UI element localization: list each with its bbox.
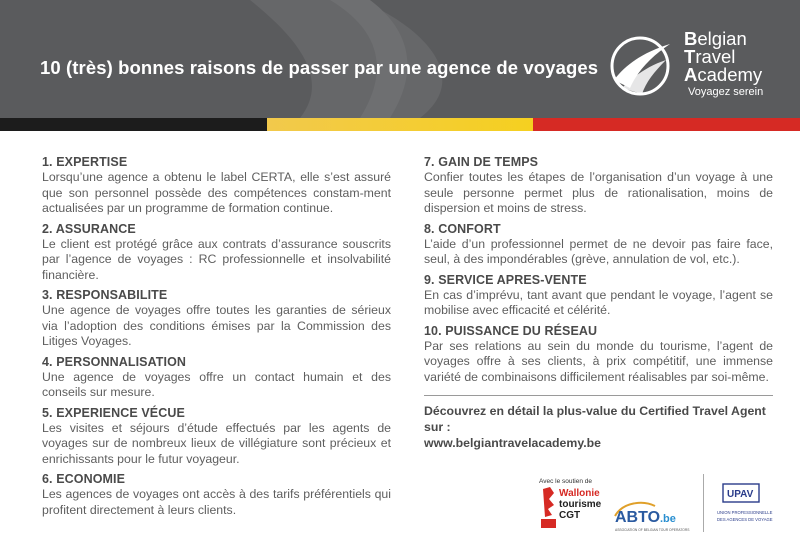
support-label: Avec le soutien de (539, 478, 592, 485)
reasons-left-column (42, 155, 391, 523)
reason-text: Les agences de voyages ont accès à des tarifs préférentiels qui profitent directement à leurs clients. (42, 487, 391, 517)
wallonie-tourisme-logo (540, 485, 610, 530)
cgt-label: CGT (559, 510, 581, 521)
abto-label: ABTO (615, 509, 661, 526)
cta-text (424, 403, 773, 451)
page-title: 10 (très) bonnes raisons de passer par une agence de voyages (40, 57, 599, 78)
reason-title: 5. EXPERIENCE VÉCUE (42, 405, 185, 420)
header-banner (0, 0, 800, 118)
reason-title: 3. RESPONSABILITE (42, 288, 168, 302)
reason-item (424, 222, 773, 268)
flag-black-band (0, 118, 267, 131)
reason-item (42, 355, 391, 401)
logo-tagline: Voyagez serein (688, 86, 764, 98)
wallonie-label: Wallonie (559, 488, 600, 499)
reason-item (42, 288, 391, 350)
tourisme-label: tourisme (559, 499, 602, 510)
reason-text: Le client est protégé grâce aux contrats d’assurance souscrits par l’agence de voyages : RC professionnelle et insolvabilité financière. (42, 236, 391, 282)
reason-text: Une agence de voyages offre un contact humain et des conseils sur mesure. (42, 369, 391, 399)
reason-title: 2. ASSURANCE (42, 221, 136, 236)
reason-item (42, 222, 391, 284)
reasons-right-column (424, 155, 773, 451)
reason-title: 4. PERSONNALISATION (42, 354, 187, 369)
divider (424, 395, 773, 396)
upav-subtitle-1: UNION PROFESSIONNELLE (717, 510, 773, 515)
upav-subtitle-2: DES AGENCES DE VOYAGE (717, 517, 773, 522)
flag-yellow-band (267, 118, 534, 131)
flag-red-band (533, 118, 800, 131)
abto-subtitle: ASSOCIATION OF BELGIAN TOUR OPERATORS (615, 528, 690, 532)
reason-text: Par ses relations au sein du monde du tourisme, l’agent de voyages offre à ses clients, à prix compétitif, une immense variété de combinaisons difficilement réalisables par soi-même. (424, 338, 773, 384)
reason-item (42, 472, 391, 518)
reason-item (424, 273, 773, 319)
upav-logo (717, 482, 777, 532)
cta-line: Découvrez en détail la plus-value du Certified Travel Agent sur : (424, 404, 766, 434)
reason-item (424, 324, 773, 386)
reason-item (42, 155, 391, 217)
upav-label: UPAV (727, 489, 754, 500)
reason-text: Une agence de voyages offre toutes les garanties de sérieux via l’adoption des conditions émises par la Commission des Litiges Voyages. (42, 303, 391, 348)
reason-text: Lorsqu’une agence a obtenu le label CERTA, elle s’est assuré que son personnel possède des compétences constam-ment actualisées par un programme de formation continue. (42, 170, 391, 215)
rooster-icon (543, 487, 554, 517)
reason-title: 6. ECONOMIE (42, 472, 126, 486)
reason-title: 1. EXPERTISE (42, 155, 128, 169)
reason-text: Confier toutes les étapes de l’organisation d’un voyage à une seule personne permet plus de rationalisation, moins de dispersion et moins de stress. (424, 170, 773, 215)
reason-text: Les visites et séjours d’étude effectués par les agents de voyages sur de nombreux lieux de villégiature sont précieux et enrichissants pour le futur voyageur. (42, 420, 391, 466)
sponsor-divider (703, 474, 704, 532)
reason-text: L’aide d’un professionnel permet de ne devoir pas faire face, seul, à des impondérables (grève, annulation de vol, etc.). (424, 236, 773, 266)
abto-suffix: .be (660, 513, 676, 525)
belgian-travel-academy-logo-icon (604, 34, 676, 98)
reason-title: 9. SERVICE APRES-VENTE (424, 272, 587, 287)
reason-item (42, 406, 391, 468)
logo-wordmark: Belgian Travel Academy (684, 28, 763, 85)
reason-title: 7. GAIN DE TEMPS (424, 155, 539, 169)
belgian-flag-stripe (0, 118, 800, 131)
reason-title: 8. CONFORT (424, 221, 501, 236)
reason-item (424, 155, 773, 217)
reason-title: 10. PUISSANCE DU RÉSEAU (424, 323, 598, 338)
abto-logo (613, 498, 693, 534)
reason-text: En cas d’imprévu, tant avant que pendant le voyage, l’agent se mobilise avec efficacité et célérité. (424, 287, 773, 317)
website-link[interactable]: www.belgiantravelacademy.be (424, 436, 602, 450)
